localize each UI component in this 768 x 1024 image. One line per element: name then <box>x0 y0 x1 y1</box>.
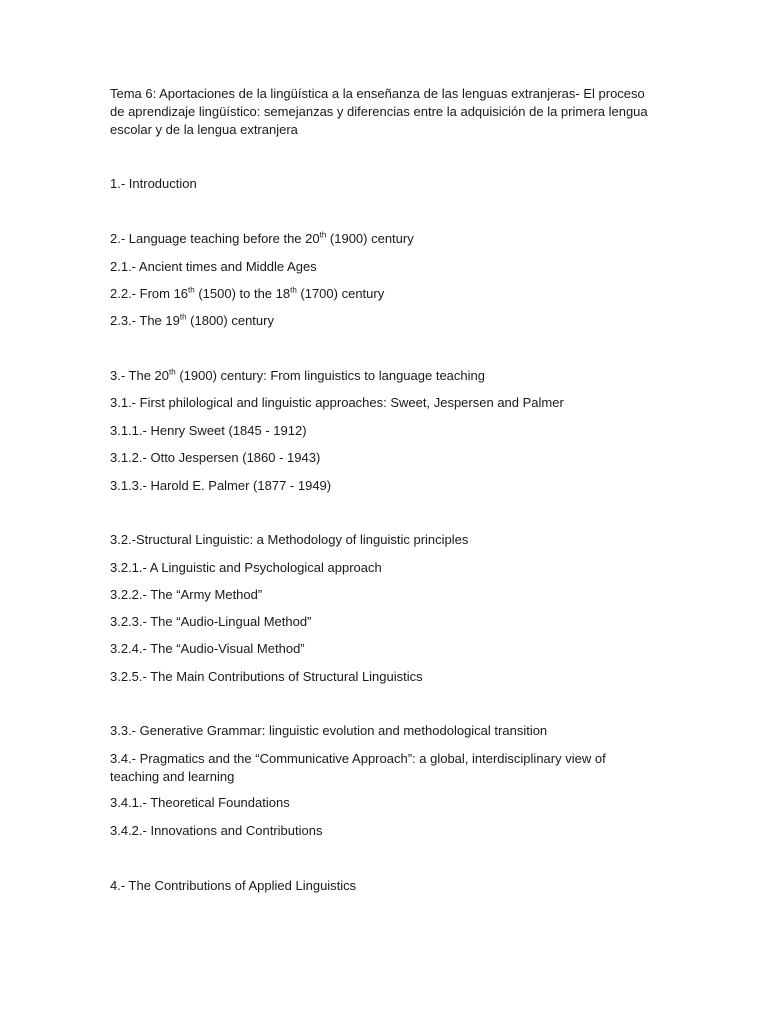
toc-item-3-3: 3.3.- Generative Grammar: linguistic evolution and methodological transition <box>110 723 548 738</box>
document-title: Tema 6: Aportaciones de la lingüística a la enseñanza de las lenguas extranjeras- El proceso de aprendizaje lingüístico: semejanzas y diferencias entre la adquisición de la primera lengua escolar y de la lengua extranjera <box>110 86 648 137</box>
toc-item-3-2-4: 3.2.4.- The “Audio-Visual Method” <box>110 641 305 656</box>
toc-item-3-4-2: 3.4.2.- Innovations and Contributions <box>110 823 323 838</box>
toc-item-3-1: 3.1.- First philological and linguistic approaches: Sweet, Jespersen and Palmer <box>110 395 564 410</box>
toc-item-3-2: 3.2.-Structural Linguistic: a Methodology of linguistic principles <box>110 532 469 547</box>
toc-item-3-2-1: 3.2.1.- A Linguistic and Psychological approach <box>110 560 382 575</box>
toc-item-4: 4.- The Contributions of Applied Linguistics <box>110 878 357 893</box>
toc-item-3-1-1: 3.1.1.- Henry Sweet (1845 - 1912) <box>110 423 307 438</box>
toc-item-2: 2.- Language teaching before the 20th (1900) century <box>110 230 414 246</box>
toc-item-3-2-5: 3.2.5.- The Main Contributions of Structural Linguistics <box>110 669 423 684</box>
toc-item-3: 3.- The 20th (1900) century: From linguistics to language teaching <box>110 367 485 383</box>
toc-item-3-1-3: 3.1.3.- Harold E. Palmer (1877 - 1949) <box>110 478 332 493</box>
toc-item-3-4-1: 3.4.1.- Theoretical Foundations <box>110 795 290 810</box>
toc-item-3-2-2: 3.2.2.- The “Army Method” <box>110 587 263 602</box>
toc-item-3-1-2: 3.1.2.- Otto Jespersen (1860 - 1943) <box>110 450 321 465</box>
toc-item-2-3: 2.3.- The 19th (1800) century <box>110 312 274 328</box>
toc-item-2-2: 2.2.- From 16th (1500) to the 18th (1700) century <box>110 285 385 301</box>
toc-item-2-1: 2.1.- Ancient times and Middle Ages <box>110 259 317 274</box>
toc-item-3-4: 3.4.- Pragmatics and the “Communicative Approach”: a global, interdisciplinary view of teaching and learning <box>110 751 606 784</box>
toc-item-3-2-3: 3.2.3.- The “Audio-Lingual Method” <box>110 614 312 629</box>
toc-item-1: 1.- Introduction <box>110 176 197 191</box>
